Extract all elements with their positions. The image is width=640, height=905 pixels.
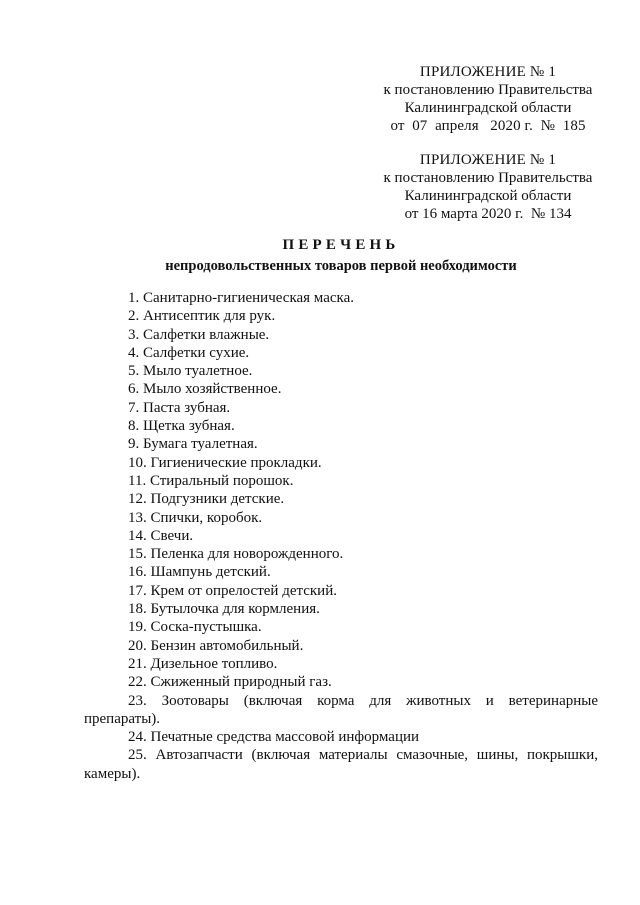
list-item: 6. Мыло хозяйственное. bbox=[128, 381, 282, 398]
list-item: 10. Гигиенические прокладки. bbox=[128, 454, 322, 471]
appendix-resolution-line: к постановлению Правительства bbox=[383, 82, 593, 98]
appendix-header-original bbox=[358, 151, 618, 223]
document-title: ПЕРЕЧЕНЬ bbox=[282, 237, 400, 253]
list-item: 16. Шампунь детский. bbox=[128, 564, 271, 581]
list-item: 9. Бумага туалетная. bbox=[128, 436, 258, 453]
list-item: 12. Подгузники детские. bbox=[128, 491, 285, 508]
appendix-heading: ПРИЛОЖЕНИЕ № 1 bbox=[419, 152, 557, 168]
appendix-date-line: от 16 марта 2020 г. № 134 bbox=[404, 206, 572, 222]
appendix-header-current bbox=[358, 63, 618, 135]
list-item: 24. Печатные средства массовой информации bbox=[128, 729, 420, 746]
list-item: 13. Спички, коробок. bbox=[128, 509, 263, 526]
list-item: 11. Стиральный порошок. bbox=[128, 472, 294, 489]
appendix-region-line: Калининградской области bbox=[404, 188, 572, 204]
list-item: 4. Салфетки сухие. bbox=[128, 344, 250, 361]
list-item: 23. Зоотовары (включая корма для животных и ветеринарные препараты). bbox=[84, 692, 598, 727]
appendix-date-line: от 07 апреля 2020 г. № 185 bbox=[390, 118, 586, 134]
appendix-resolution-line: к постановлению Правительства bbox=[383, 170, 593, 186]
list-item: 21. Дизельное топливо. bbox=[128, 655, 278, 672]
list-item: 18. Бутылочка для кормления. bbox=[128, 601, 320, 618]
document-subtitle: непродовольственных товаров первой необходимости bbox=[165, 258, 517, 274]
list-item: 14. Свечи. bbox=[128, 527, 194, 544]
goods-list bbox=[84, 289, 598, 783]
list-item: 8. Щетка зубная. bbox=[128, 418, 235, 435]
list-item: 17. Крем от опрелостей детский. bbox=[128, 582, 337, 599]
document-title-block bbox=[84, 236, 598, 275]
appendix-heading: ПРИЛОЖЕНИЕ № 1 bbox=[419, 64, 557, 80]
list-item: 19. Соска-пустышка. bbox=[128, 619, 262, 636]
list-item: 25. Автозапчасти (включая материалы смазочные, шины, покрышки, камеры). bbox=[84, 747, 598, 782]
list-item: 22. Сжиженный природный газ. bbox=[128, 674, 332, 691]
list-item: 2. Антисептик для рук. bbox=[128, 308, 276, 325]
list-item: 20. Бензин автомобильный. bbox=[128, 637, 304, 654]
list-item: 15. Пеленка для новорожденного. bbox=[128, 546, 344, 563]
list-item: 3. Салфетки влажные. bbox=[128, 326, 270, 343]
list-item: 7. Паста зубная. bbox=[128, 399, 231, 416]
list-item: 5. Мыло туалетное. bbox=[128, 363, 253, 380]
list-item: 1. Санитарно-гигиеническая маска. bbox=[128, 290, 354, 306]
appendix-region-line: Калининградской области bbox=[404, 100, 572, 116]
